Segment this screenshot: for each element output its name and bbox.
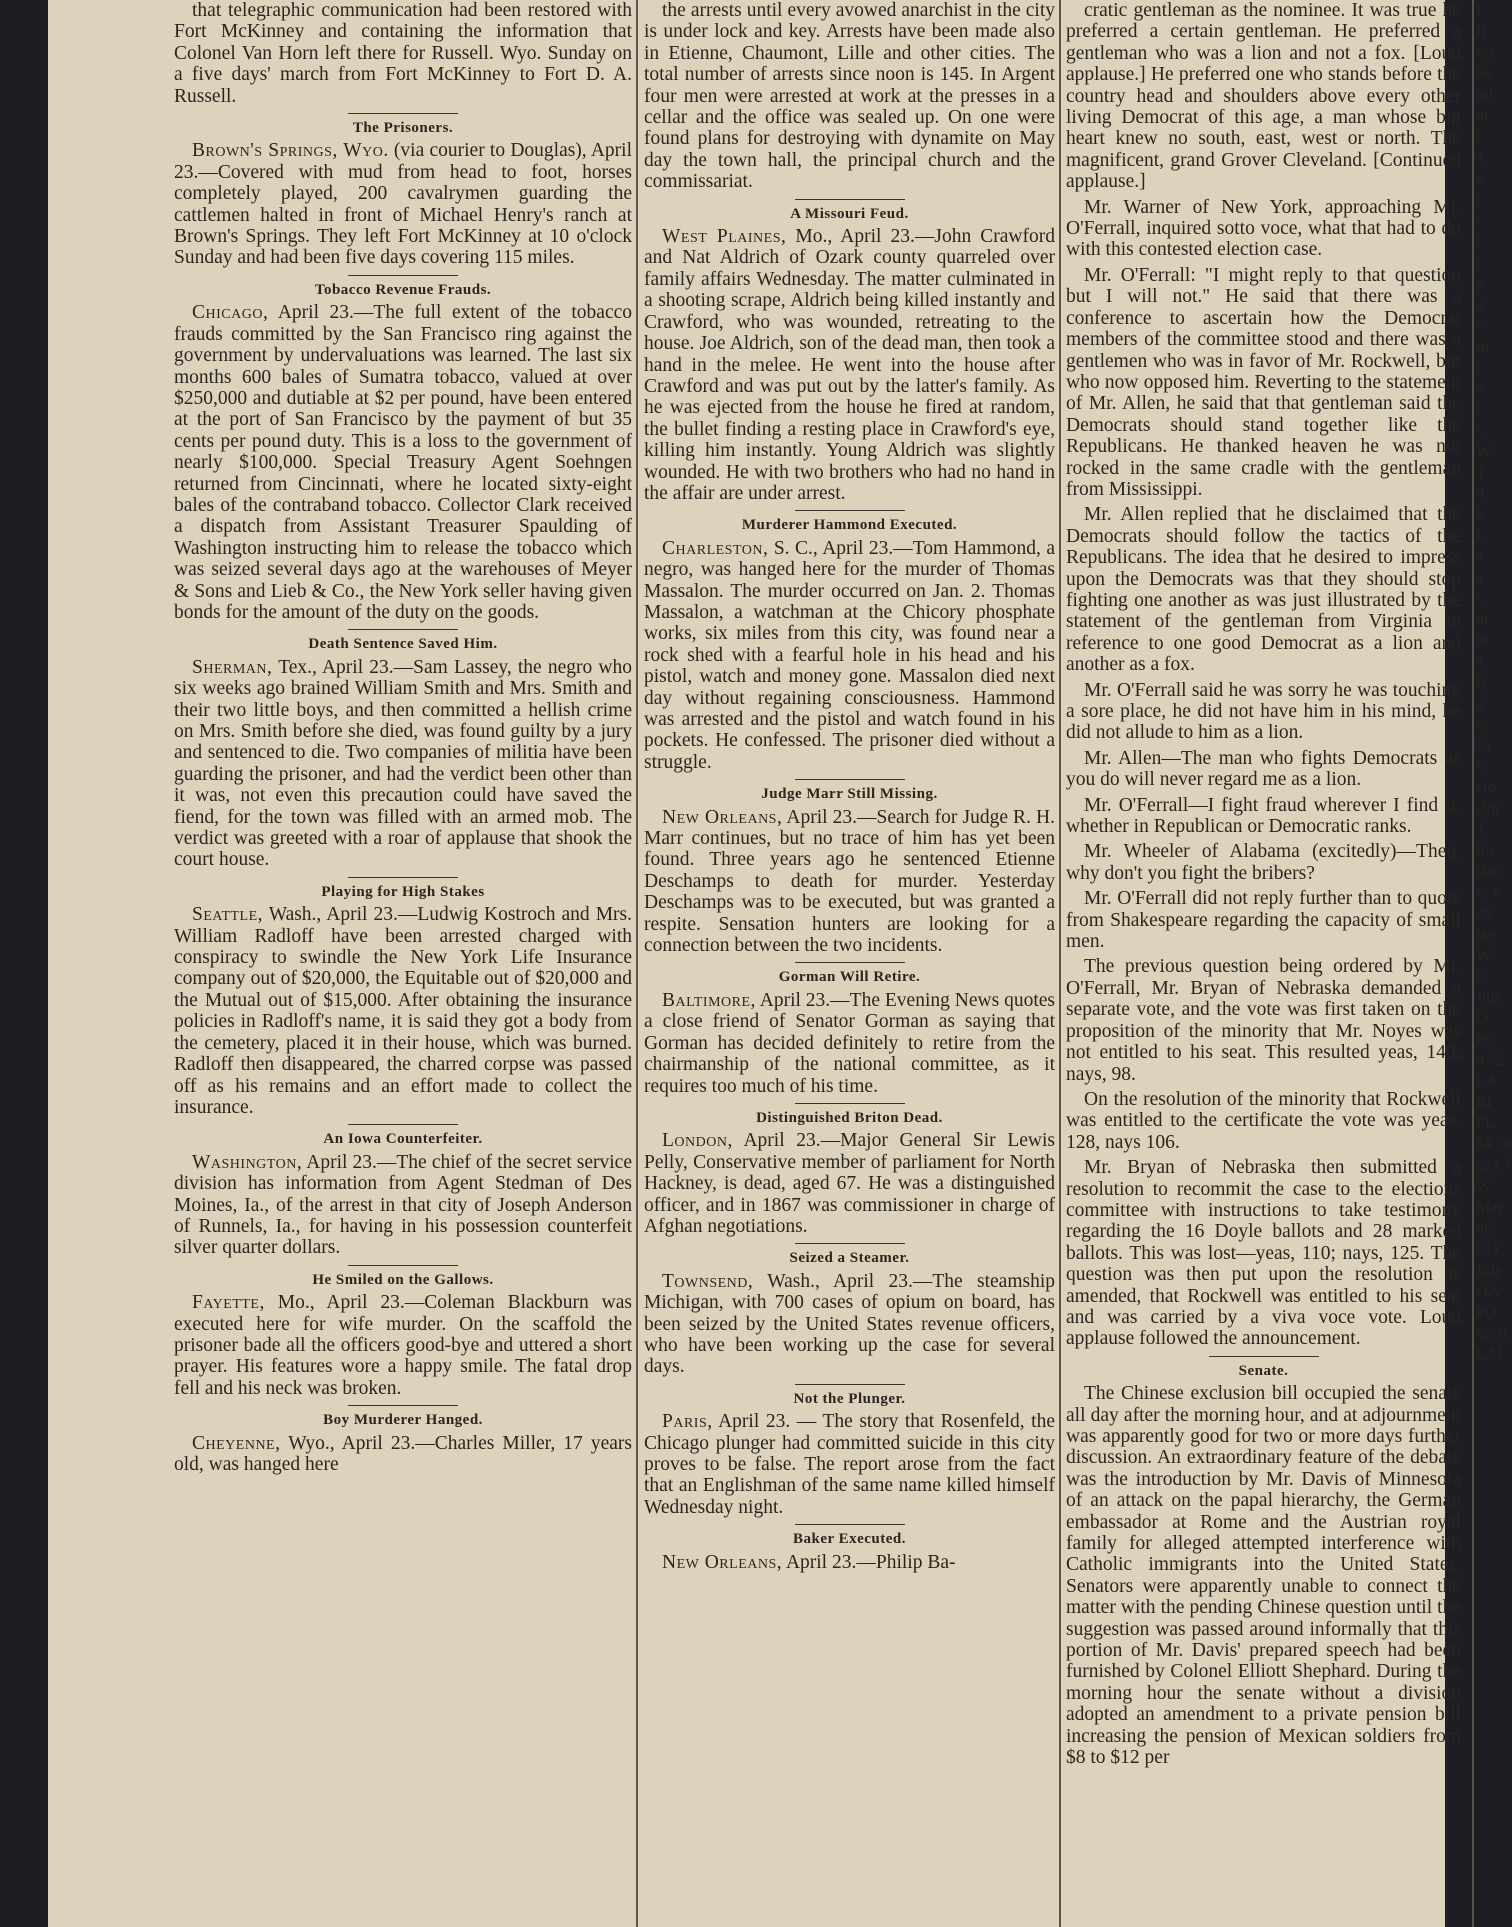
article-headline: Death Sentence Saved Him.: [308, 636, 498, 653]
edge-fragment: I: [1476, 2, 1482, 19]
dateline: Townsend,: [662, 1270, 754, 1292]
dateline: Paris,: [662, 1411, 713, 1433]
edge-fragment: bid: [1476, 1220, 1497, 1237]
article-text: (via courier to Douglas), April 23.—Covered with mud from head to foot, horses completely played, 200 cavalrymen guarding the cattlemen halted in front of Michael Henry's ranch at Brown's Springs. They left Fort McKinney at 10 o'clock Sunday and had been five days covering 115 miles.: [174, 140, 632, 269]
edge-fragment: LA: [1476, 1073, 1498, 1090]
edge-fragment: PC: [1476, 1031, 1496, 1048]
article-headline: Distinguished Briton Dead.: [756, 1109, 943, 1126]
article-text: The previous question being ordered by Mr. O'Ferrall, Mr. Bryan of Nebraska demanded a separate vote, and the vote was first taken on the proposition of the minority that Mr. Noyes was not entitled to his seat. This resulted yeas, 140; nays, 98.: [1066, 956, 1461, 1085]
edge-fragment: O: [1476, 1010, 1488, 1027]
edge-fragment: RI: [1476, 1094, 1492, 1111]
article-body: [1066, 197, 1461, 261]
edge-fragment: L: [1476, 527, 1486, 544]
edge-fragment: LAI: [1476, 1346, 1503, 1363]
column-rule: [636, 0, 638, 1927]
separator-rule: [348, 1405, 458, 1406]
article-body: [1066, 1157, 1461, 1350]
article-body: [174, 904, 632, 1118]
article-text: Mr. Wheeler of Alabama (excitedly)—Then, why don't you fight the bribers?: [1066, 841, 1461, 884]
article-headline: Tobacco Revenue Frauds.: [314, 281, 492, 298]
article-body: [174, 0, 632, 107]
article-text: Mr. O'Ferrall—I fight fraud wherever I find it, whether in Republican or Democratic ranks.: [1066, 794, 1461, 838]
article-body: [644, 990, 1055, 1097]
dateline: London,: [662, 1130, 733, 1152]
article-text: Mr. Allen replied that he disclaimed that the Democrats should follow the tactics of the Republicans. The idea that he desired to impress upon the Democrats was that they should stop fighting one another as was just illustrated by the statement of the gentleman from Virginia in reference to one good Democrat as a lion and another as a fox.: [1066, 504, 1461, 676]
article-text: Mo., April 23.—John Crawford and Nat Aldrich of Ozark county quarreled over family affairs Wednesday. The matter culminated in a shooting scrape, Aldrich being killed instantly and Crawford, who was wounded, retreating to the house. Joe Aldrich, son of the dead man, then took a hand in the melee. He went into the house after Crawford and was put out by the latter's family. As he was ejected from the house he fired at random, the bullet finding a resting place in Crawford's eye, killing him instantly. Young Aldrich was slightly wounded. He with two brothers who had no hand in the affair are under arrest.: [644, 226, 1055, 504]
article-text: Mr. Bryan of Nebraska then submitted a resolution to recommit the case to the elections committee with instructions to take testimony regarding the 16 Doyle ballots and 28 marked ballots. This was lost—yeas, 110; nays, 125. The question was then put upon the resolution as amended, that Rockwell was entitled to his seat and was carried by a viva voce vote. Loud applause followed the announcement.: [1066, 1157, 1461, 1350]
article: [174, 113, 632, 269]
article-headline: Gorman Will Retire.: [778, 969, 921, 986]
article-text: April 23.—Philip Ba-: [782, 1551, 956, 1573]
article-headline: An Iowa Counterfeiter.: [323, 1131, 483, 1148]
article-text: Mr. Allen—The man who fights Democrats as you do will never regard me as a lion.: [1066, 747, 1461, 791]
article-body: [1066, 1089, 1461, 1153]
article-text: S. C., April 23.—Tom Hammond, a negro, was hanged here for the murder of Thomas Massalon. The murder occurred on Jan. 2. Thomas Massalon, a watchman at the Chicory phosphate works, six miles from this city, was found near a rock shed with a fearful hole in his head and his pistol, watch and money gone. Massalon died next day without regaining consciousness. Hammond was arrested and the pistol and watch found in his pockets. He confessed. The prisoner died without a struggle.: [644, 537, 1055, 773]
article-text: Wyo., April 23.—Charles Miller, 17 years old, was hanged here: [174, 1432, 632, 1475]
edge-fragment: c: [1476, 254, 1484, 271]
article-body: [644, 226, 1055, 504]
article: [644, 779, 1055, 956]
article-body: [1066, 265, 1461, 500]
article-headline: Playing for High Stakes: [321, 883, 485, 900]
dateline: Cheyenne,: [192, 1432, 281, 1454]
edge-fragment: CO: [1476, 1241, 1499, 1258]
article: [644, 0, 1055, 193]
edge-fragment: i: [1476, 212, 1481, 229]
edge-fragment: C: [1476, 758, 1487, 775]
dateline: Fayette,: [192, 1292, 265, 1314]
article: [644, 199, 1055, 505]
edge-fragment: C: [1476, 968, 1487, 985]
edge-fragment: It: [1476, 23, 1486, 40]
edge-fragment: te: [1476, 632, 1488, 649]
dateline: Seattle,: [192, 904, 264, 926]
edge-fragment: for n: [1476, 1325, 1507, 1342]
dateline: Sherman,: [192, 656, 273, 678]
article-headline: The Prisoners.: [352, 120, 454, 137]
edge-fragment: a: [1476, 653, 1484, 670]
separator-rule: [348, 629, 458, 630]
article-text: April 23.—The full extent of the tobacco frauds committed by the San Francisco ring against the government by undervaluations was learned. The last six months 600 bales of Sumatra tobacco, valued at over $250,000 and dutiable at $2 per pound, have been entered at the port of San Francisco by the payment of but 35 cents per pound duty. This is a loss to the government of nearly $100,000. Special Treasury Agent Soehngen returned from Cincinnati, where he located sixty-eight bales of the contraband tobacco. Collector Clark received a dispatch from Assistant Treasurer Spaulding of Washington instructing him to release the tobacco which was seized several days ago at the warehouses of Meyer & Sons and Lieb & Co., the New York seller having given bonds for the amount of the duty on the goods.: [174, 302, 632, 623]
article-text: April 23. — The story that Rosenfeld, the Chicago plunger had committed suicide in this city proves to be false. The report arose from the fact that an Englishman of the same name killed himself Wednesday night.: [644, 1411, 1055, 1518]
separator-rule: [795, 962, 905, 963]
article: [644, 510, 1055, 773]
separator-rule: [1209, 1356, 1319, 1357]
article: [644, 1103, 1055, 1237]
article: [1066, 795, 1461, 838]
edge-fragment: $4.30: [1476, 1136, 1512, 1153]
article-body: [174, 657, 632, 871]
dateline: Chicago,: [192, 302, 269, 324]
article-headline: Seized a Steamer.: [789, 1250, 910, 1267]
edge-fragment: sho: [1476, 863, 1499, 880]
separator-rule: [348, 113, 458, 114]
article: [1066, 888, 1461, 952]
dateline: New Orleans,: [662, 806, 783, 828]
edge-fragment: cro: [1476, 779, 1497, 796]
article-headline: He Smiled on the Gallows.: [312, 1271, 494, 1288]
article-body: [1066, 956, 1461, 1084]
edge-fragment: OA: [1476, 1283, 1500, 1300]
article-body: [174, 302, 632, 623]
article-body: [1066, 680, 1461, 744]
article-headline: Murderer Hammond Executed.: [741, 517, 958, 534]
edge-fragment: W: [1476, 947, 1492, 964]
article-body: [1066, 504, 1461, 675]
edge-fragment: for: [1476, 842, 1495, 859]
article-text: the arrests until every avowed anarchist in the city is under lock and key. Arrests have been made also in Etienne, Chaumont, Lille and other cities. The total number of arrests since noon is 145. In Argent four men were arrested at work at the presses in a cellar and the office was sealed up. On one were found plans for destroying with dynamite on May day the town hall, the principal church and the commissariat.: [644, 0, 1055, 193]
edge-fragment: July: [1476, 1262, 1503, 1279]
separator-rule: [795, 1243, 905, 1244]
dateline: New Orleans,: [662, 1551, 783, 1573]
edge-fragment: ste: [1476, 905, 1494, 922]
middle-column: [644, 0, 1055, 1927]
article-text: Wash., April 23.—Ludwig Kostroch and Mrs. William Radloff have been arrested charged with conspiracy to swindle the New York Life Insurance company out of $20,000, the Equitable out of $20,000 and the Mutual out of $15,000. After obtaining the insurance policies in Radloff's name, it is said they got a body from the cemetery, placed it in their house, which was burned. Radloff then disappeared, the charred corpse was passed off as his remains and an effort made to collect the insurance.: [174, 904, 632, 1118]
edge-fragment: W: [1476, 443, 1492, 460]
article: [1066, 504, 1461, 675]
column-rule: [1472, 0, 1474, 1927]
edge-fragment: ly: [1476, 674, 1489, 691]
edge-fragment: t: [1476, 359, 1481, 376]
edge-fragment: T: [1476, 464, 1486, 481]
article-headline: Not the Plunger.: [793, 1390, 906, 1407]
edge-fragment: July: [1476, 989, 1503, 1006]
edge-fragment: PO: [1476, 1304, 1497, 1321]
edge-fragment: FL: [1476, 1115, 1495, 1132]
edge-fragment: W: [1476, 1178, 1492, 1195]
article: [644, 1524, 1055, 1573]
edge-fragment: ma: [1476, 44, 1496, 61]
edge-fragment: May: [1476, 1199, 1506, 1216]
separator-rule: [348, 1124, 458, 1125]
article-text: Mr. O'Ferrall: "I might reply to that question but I will not." He said that there was a conference to ascertain how the Democrat members of the committee stood and there was a gentlemen who was in favor of Mr. Rockwell, but who now opposed him. Reverting to the statement of Mr. Allen, he said that that gentleman said the Democrats should stand together like the Republicans. He thanked heaven he was not rocked in the same cradle with the gentleman from Mississippi.: [1066, 264, 1461, 500]
article-headline: A Missouri Feud.: [790, 205, 909, 222]
article: [174, 1124, 632, 1258]
edge-fragment: f: [1476, 128, 1482, 145]
edge-fragment: 1: [1476, 149, 1484, 166]
article: [174, 1405, 632, 1475]
article-body: [174, 1292, 632, 1399]
separator-rule: [795, 510, 905, 511]
article-text: Wash., April 23.—The steamship Michigan, with 700 cases of opium on board, has been seized by the United States revenue officers, who have been working up the case for several days.: [644, 1270, 1055, 1378]
article: [1066, 1089, 1461, 1153]
article-headline: Senate.: [1238, 1362, 1289, 1379]
separator-rule: [795, 1103, 905, 1104]
edge-fragment: s: [1476, 590, 1483, 607]
article-text: cratic gentleman as the nominee. It was true he preferred a certain gentleman. He preferred a gentleman who was a lion and not a fox. [Loud applause.] He preferred one who stands before the country head and shoulders above every other living Democrat of this age, a man whose big heart knew no south, east, west or north. The magnificent, grand Grover Cleveland. [Continued applause.]: [1066, 0, 1461, 193]
article-text: On the resolution of the minority that Rockwell was entitled to the certificate the vote was yeas, 128, nays 106.: [1066, 1088, 1461, 1153]
separator-rule: [795, 1524, 905, 1525]
article-text: Mo., April 23.—Coleman Blackburn was executed here for wife murder. On the scaffold the prisoner bade all the officers good-bye and uttered a short prayer. His features wore a happy smile. The fatal drop fell and his neck was broken.: [174, 1292, 632, 1399]
left-column: [160, 0, 632, 1927]
column-rule: [1059, 0, 1061, 1927]
edge-fragment: y: [1476, 170, 1484, 187]
article-body: [174, 1433, 632, 1476]
edge-fragment: in: [1476, 338, 1489, 355]
edge-fragment: slig: [1476, 800, 1500, 817]
edge-fragment: @3.7: [1476, 1157, 1511, 1174]
edge-fragment: m: [1476, 107, 1489, 124]
edge-column-fragment: [1476, 0, 1512, 1927]
article-body: [644, 538, 1055, 773]
edge-fragment: p: [1476, 275, 1484, 292]
article: [1066, 265, 1461, 500]
article-body: [1066, 841, 1461, 884]
article-body: [644, 1271, 1055, 1378]
right-column: [1066, 0, 1469, 1927]
edge-fragment: m: [1476, 611, 1489, 628]
article-text: Mr. Warner of New York, approaching Mr. O'Ferrall, inquired sotto voce, what that had to do with this contested election case.: [1066, 196, 1461, 261]
article-text: Mr. O'Ferrall said he was sorry he was touching a sore place, he did not have him in his mind, he did not allude to him as a lion.: [1066, 679, 1461, 744]
edge-fragment: d: [1476, 485, 1484, 502]
article: [174, 629, 632, 870]
edge-fragment: e: [1476, 380, 1484, 397]
article: [1066, 1157, 1461, 1350]
article-headline: Judge Marr Still Missing.: [761, 786, 938, 803]
separator-rule: [348, 1265, 458, 1266]
article: [174, 275, 632, 624]
edge-fragment: lay: [1476, 926, 1496, 943]
article-body: [1066, 748, 1461, 791]
dateline: Baltimore,: [662, 989, 756, 1011]
edge-fragment: Ju: [1476, 737, 1491, 754]
article: [1066, 680, 1461, 744]
article: [174, 1265, 632, 1399]
edge-fragment: a: [1476, 548, 1484, 565]
edge-fragment: lie: [1476, 65, 1492, 82]
article-body: [1066, 888, 1461, 952]
edge-fragment: to v: [1476, 884, 1501, 901]
article-body: [644, 1130, 1055, 1237]
article-text: April 23.—Search for Judge R. H. Marr continues, but no trace of him has yet been found. Three years ago he sentenced Etienne Deschamps to death for murder. Yesterday Deschamps was to be executed, but was granted a respite. Sensation hunters are looking for a connection between the two incidents.: [644, 806, 1055, 957]
separator-rule: [348, 275, 458, 276]
article: [1066, 748, 1461, 791]
dateline: Charleston,: [662, 537, 769, 559]
edge-fragment: l: [1476, 233, 1481, 250]
article-body: [644, 807, 1055, 957]
article-text: The Chinese exclusion bill occupied the senate all day after the morning hour, and at adjournment was apparently good for two or more days further discussion. An extraordinary feature of the debate was the introduction by Mr. Davis of Minnesota of an attack on the papal hierarchy, the German embassador at Rome and the Austrian royal family for alleged attempted interference with Catholic immigrants into the United States. Senators were apparently unable to connect the matter with the pending Chinese question until the suggestion was passed around informally that this portion of Mr. Davis' prepared speech had been furnished by Colonel Elliott Shephard. During the morning hour the senate without a division adopted an amendment to a private pension bill increasing the pension of Mexican soldiers from $8 to $12 per: [1066, 1383, 1461, 1769]
edge-fragment: a: [1476, 569, 1484, 586]
dateline: West Plaines,: [662, 226, 787, 248]
article: [644, 1384, 1055, 1518]
edge-fragment: s: [1476, 422, 1483, 439]
dateline: Brown's Springs, Wyo.: [192, 140, 389, 162]
article-text: April 23.—Major General Sir Lewis Pelly, Conservative member of parliament for North Hackney, is dead, aged 67. He was a distinguished officer, and in 1867 was commissioner in charge of Afghan negotiations.: [644, 1130, 1055, 1237]
edge-fragment: a: [1476, 296, 1484, 313]
article: [644, 1243, 1055, 1377]
article: [1066, 197, 1461, 261]
article: [1066, 0, 1461, 193]
edge-fragment: t: [1476, 191, 1481, 208]
article-body: [1066, 1383, 1461, 1768]
separator-rule: [795, 779, 905, 780]
separator-rule: [795, 199, 905, 200]
article-text: April 23.—The Evening News quotes a close friend of Senator Gorman as saying that Gorman has decided definitely to retire from the chairmanship of the national committee, as it requires too much of his time.: [644, 989, 1055, 1097]
edge-fragment: a: [1476, 695, 1484, 712]
article-body: [644, 1552, 1055, 1573]
article-text: Tex., April 23.—Sam Lassey, the negro who six weeks ago brained William Smith and Mrs. Smith and their two little boys, and then committed a hellish crime on Mrs. Smith before she died, was found guilty by a jury and sentenced to die. Two companies of militia have been guarding the prisoner, and had the verdict been other than it was, not even this precaution could have saved the fiend, for the town was filled with an armed mob. The verdict was greeted with a roar of applause that shook the court house.: [174, 656, 632, 871]
article-body: [644, 0, 1055, 193]
separator-rule: [795, 1384, 905, 1385]
edge-fragment: mi: [1476, 86, 1493, 103]
article-body: [1066, 0, 1461, 193]
article: [1066, 1356, 1461, 1769]
edge-fragment: h: [1476, 506, 1484, 523]
article-body: [174, 1152, 632, 1259]
article: [1066, 956, 1461, 1084]
article-text: that telegraphic communication had been restored with Fort McKinney and containing the information that Colonel Van Horn left there for Russell. Wyo. Sunday on a five days' march from Fort McKinney to Fort D. A. Russell.: [174, 0, 632, 107]
article-text: April 23.—The chief of the secret service division has information from Agent Stedman of Des Moines, Ia., of the arrest in that city of Joseph Anderson of Runnels, Ia., for having in his possession counterfeit silver quarter dollars.: [174, 1151, 632, 1259]
article: [644, 962, 1055, 1096]
article-body: [644, 1411, 1055, 1518]
article-body: [1066, 795, 1461, 838]
edge-fragment: v: [1476, 317, 1484, 334]
article-headline: Baker Executed.: [792, 1531, 907, 1548]
edge-fragment: l: [1476, 401, 1481, 418]
article: [174, 0, 632, 107]
article-body: [174, 140, 632, 268]
article: [174, 877, 632, 1118]
dateline: Washington,: [192, 1151, 303, 1173]
edge-fragment: 9.62: [1476, 1052, 1504, 1069]
article: [1066, 841, 1461, 884]
newspaper-page: [48, 0, 1512, 1927]
article-text: Mr. O'Ferrall did not reply further than to quote from Shakespeare regarding the capacity of small men.: [1066, 888, 1461, 953]
edge-fragment: T: [1476, 821, 1486, 838]
article-headline: Boy Murderer Hanged.: [323, 1412, 483, 1429]
separator-rule: [348, 877, 458, 878]
edge-fragment: se: [1476, 716, 1490, 733]
